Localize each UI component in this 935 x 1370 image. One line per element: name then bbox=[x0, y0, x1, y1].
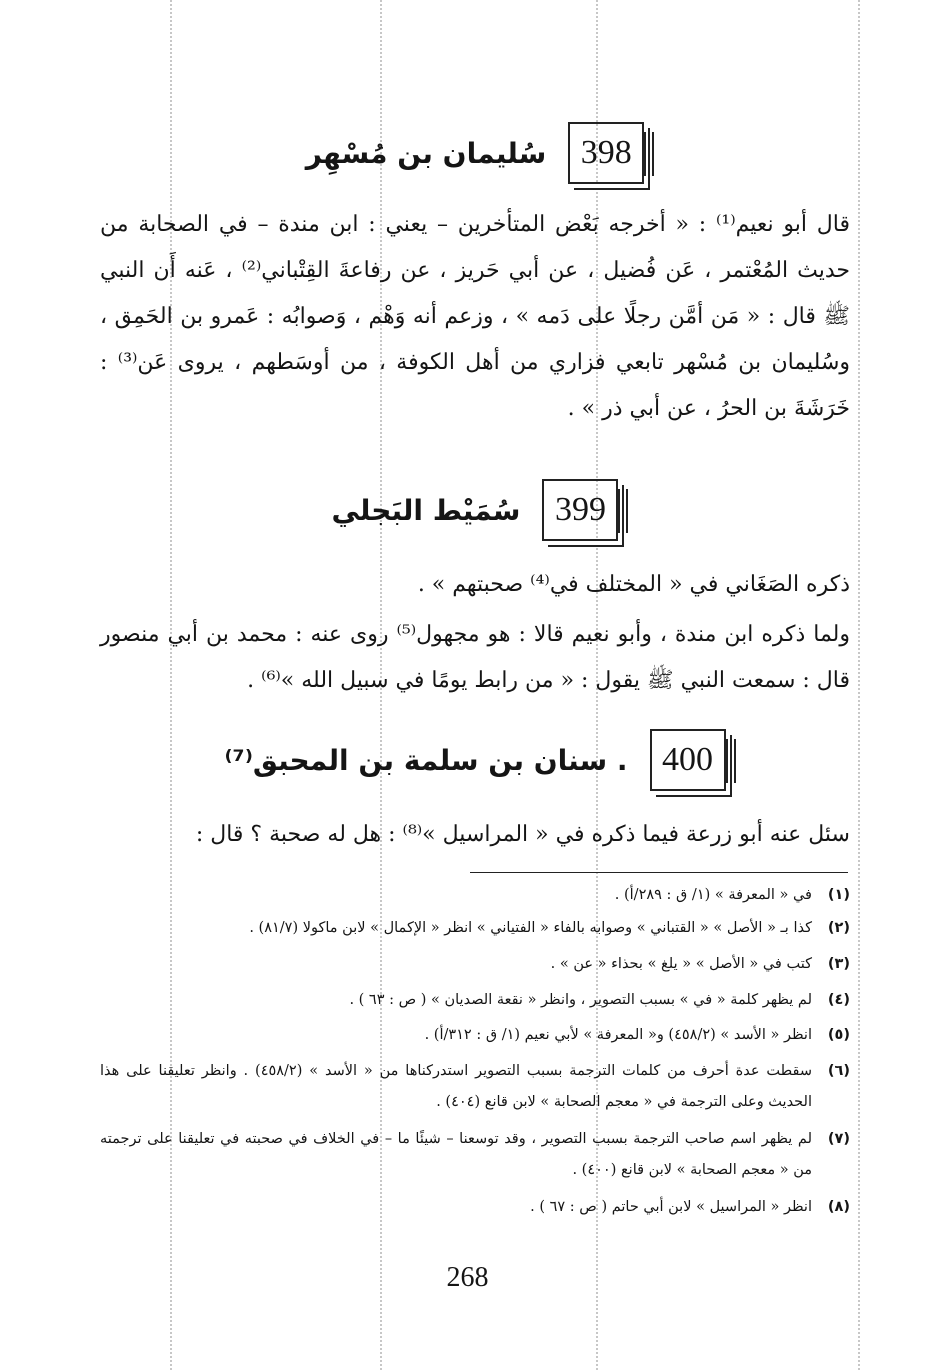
footnote-number: (٨) bbox=[827, 1199, 850, 1215]
footnote-number: (٣) bbox=[827, 956, 850, 972]
entry-paragraph: ولما ذكره ابن مندة ، وأبو نعيم قالا : هو مجهول⁽⁵⁾ روى عنه : محمد بن أبي منصور قال : سمعت النبي ﷺ يقول : « من رابط يومًا في سبيل الله »⁽⁶⁾ . bbox=[100, 622, 850, 693]
footnote-text: انظر « الأسد » (٤٥٨/٢) و« المعرفة » لأبي نعيم (١/ ق : ٣١٢/أ) . bbox=[424, 1027, 812, 1043]
footnote-text: لم يظهر اسم صاحب الترجمة بسبب التصوير ، وقد توسعنا – شيئًا ما – في الخلاف في صحبته في تعليقنا على ترجمته من « معجم الصحابة » لابن قانع (٤٠٠) . bbox=[100, 1131, 812, 1178]
footnote-text: انظر « المراسيل » لابن أبي حاتم ( ص : ٦٧ ) . bbox=[530, 1199, 812, 1215]
footnote-text: لم يظهر كلمة « في » بسبب التصوير ، وانظر « نقعة الصديان » ( ص : ٦٣ ) . bbox=[349, 992, 812, 1008]
footnote bbox=[100, 880, 850, 911]
footnote bbox=[100, 985, 850, 1016]
entry-title: سُمَيْط البَجلي bbox=[331, 493, 521, 527]
footnote bbox=[100, 913, 850, 944]
entry-title: سُليمان بن مُسْهِر bbox=[305, 136, 547, 170]
scan-dot-line bbox=[858, 0, 860, 1370]
entry-number-box: 398 bbox=[568, 122, 644, 184]
entry-number-box: 399 bbox=[542, 479, 618, 541]
footnote-number: (٧) bbox=[827, 1131, 850, 1147]
footnote-number: (١) bbox=[827, 887, 850, 903]
footnote-text: سقطت عدة أحرف من كلمات الترجمة بسبب التصوير استدركناها من « الأسد » (٤٥٨/٢) . وانظر تعليقنا على هذا الحديث وعلى الترجمة في « معجم الصحابة » لابن قانع (٤٠٤) . bbox=[100, 1063, 812, 1110]
footnote bbox=[100, 1020, 850, 1051]
footnote bbox=[100, 1056, 850, 1118]
footnote bbox=[100, 1192, 850, 1223]
entry-heading-398 bbox=[100, 113, 850, 193]
entry-heading-400 bbox=[100, 720, 850, 800]
entry-heading-399 bbox=[100, 470, 850, 550]
footnote-text: في « المعرفة » (١/ ق : ٢٨٩/أ) . bbox=[614, 887, 812, 903]
footnote-number: (٥) bbox=[827, 1027, 850, 1043]
page-number: 268 bbox=[446, 1262, 489, 1293]
footnote-separator bbox=[470, 872, 848, 873]
footnote-number: (٤) bbox=[827, 992, 850, 1008]
footnote-text: كذا بـ « الأصل » « القتباني » وصوابه بالفاء « الفتياني » انظر « الإكمال » لابن ماكولا (٨١/٧) . bbox=[249, 920, 812, 936]
entry-paragraph: سئل عنه أبو زرعة فيما ذكره في « المراسيل »⁽⁸⁾ : هل له صحبة ؟ قال : bbox=[195, 822, 850, 847]
footnote-text: كتب في « الأصل » « يلغ » بحذاء « عن » . bbox=[550, 956, 812, 972]
entry-title: سنان بن سلمة بن المحبق⁽⁷⁾ . bbox=[224, 743, 628, 777]
footnote bbox=[100, 949, 850, 980]
footnote-number: (٦) bbox=[827, 1063, 850, 1079]
entry-number-box: 400 bbox=[650, 729, 726, 791]
entry-paragraph: ذكره الصَغَاني في « المختلف في⁽⁴⁾ صحبتهم » . bbox=[417, 572, 850, 597]
footnote bbox=[100, 1124, 850, 1186]
entry-paragraph: قال أبو نعيم⁽¹⁾ : « أخرجه بَعْض المتأخرين – يعني : ابن مندة – في الصحابة من حديث المُعْتمر ، عَن فُضيل ، عن أبي حَريز ، عن رفاعةَ القِتْباني⁽²⁾ ، عَنه أَن النبي ﷺ قال : « مَن أمَّن رجلًا على دَمه » ، وزعم أنه وَهْم ، وَصوابُه : عَمرو بن الحَمِق ، وسُليمان بن مُسْهر تابعي فزاري من أهل الكوفة ، من أوسَطهم ، يروى عَن⁽³⁾ : خَرَشَةَ بن الحرُ ، عن أبي ذر » . bbox=[100, 212, 851, 421]
footnote-number: (٢) bbox=[827, 920, 850, 936]
